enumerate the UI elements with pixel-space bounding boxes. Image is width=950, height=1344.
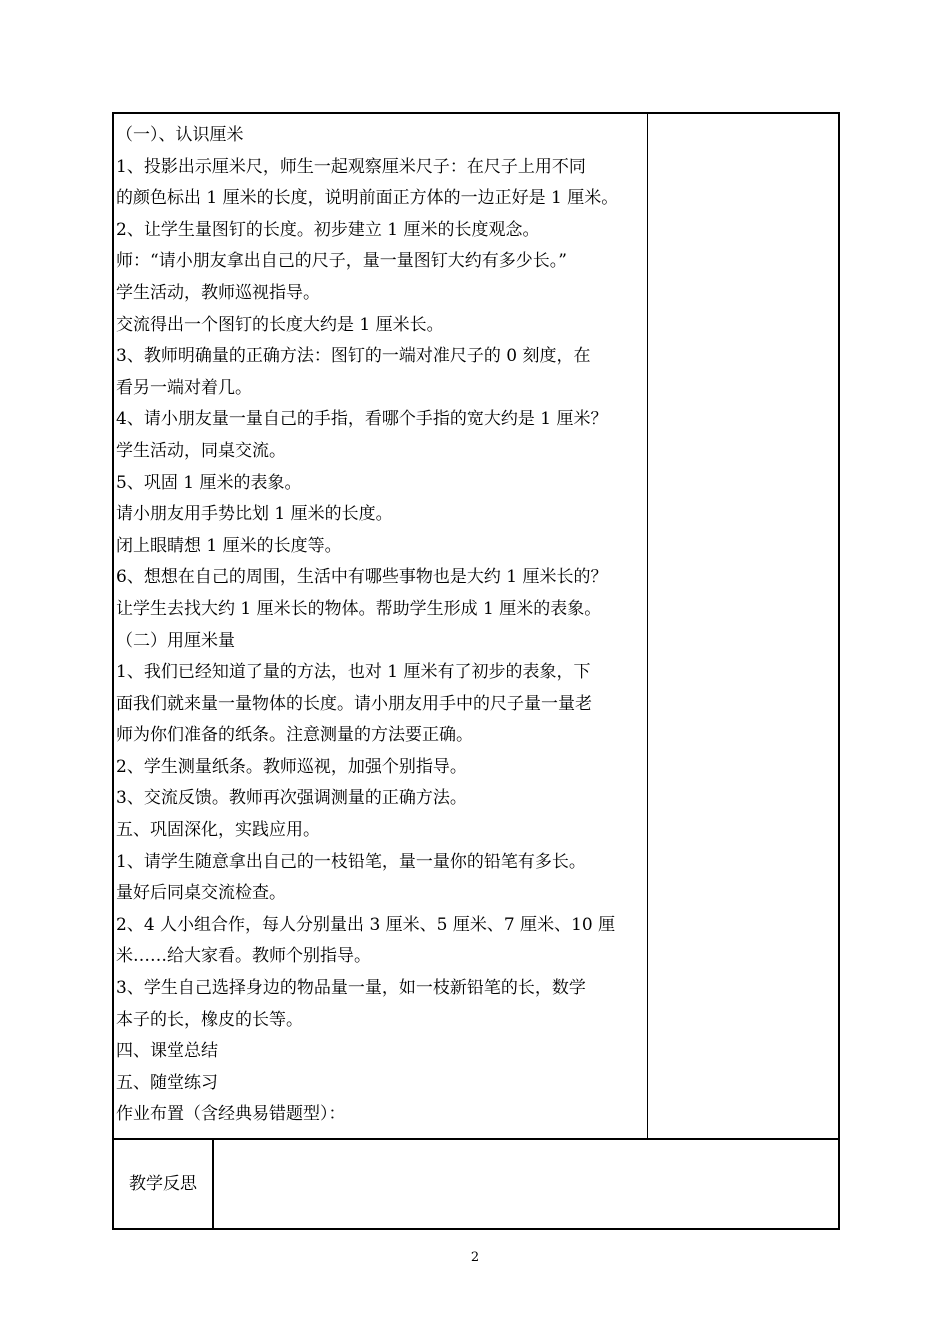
lesson-line: 看另一端对着几。 bbox=[116, 377, 252, 398]
lesson-line: 1、投影出示厘米尺，师生一起观察厘米尺子：在尺子上用不同 bbox=[116, 156, 586, 177]
notes-cell bbox=[648, 114, 838, 1139]
lesson-row bbox=[114, 114, 838, 1139]
lesson-line: 3、交流反馈。教师再次强调测量的正确方法。 bbox=[116, 788, 467, 809]
reflection-row bbox=[114, 1140, 838, 1228]
lesson-line: 1、我们已经知道了量的方法，也对 1 厘米有了初步的表象，下 bbox=[116, 662, 591, 683]
lesson-line: 学生活动，教师巡视指导。 bbox=[116, 282, 320, 303]
lesson-line: 2、学生测量纸条。教师巡视，加强个别指导。 bbox=[116, 756, 467, 777]
lesson-line: 四、课堂总结 bbox=[116, 1041, 218, 1062]
lesson-content-cell bbox=[114, 114, 648, 1139]
page-number: 2 bbox=[470, 1250, 480, 1265]
lesson-line: （一）、认识厘米 bbox=[116, 125, 244, 145]
lesson-lines bbox=[116, 120, 647, 1131]
lesson-line: 交流得出一个图钉的长度大约是 1 厘米长。 bbox=[116, 314, 444, 335]
lesson-line: 面我们就来量一量物体的长度。请小朋友用手中的尺子量一量老 bbox=[116, 693, 592, 714]
lesson-line: （二）用厘米量 bbox=[116, 630, 235, 651]
lesson-line: 3、学生自己选择身边的物品量一量，如一枝新铅笔的长，数学 bbox=[116, 978, 586, 999]
lesson-line: 2、4 人小组合作，每人分别量出 3 厘米、5 厘米、7 厘米、10 厘 bbox=[116, 914, 616, 935]
lesson-line: 让学生去找大约 1 厘米长的物体。帮助学生形成 1 厘米的表象。 bbox=[116, 598, 602, 619]
lesson-line: 1、请学生随意拿出自己的一枝铅笔，量一量你的铅笔有多长。 bbox=[116, 851, 586, 872]
lesson-line: 五、随堂练习 bbox=[116, 1072, 218, 1093]
lesson-line: 师为你们准备的纸条。注意测量的方法要正确。 bbox=[116, 725, 473, 746]
lesson-line: 的颜色标出 1 厘米的长度，说明前面正方体的一边正好是 1 厘米。 bbox=[116, 188, 619, 209]
lesson-line: 师：“请小朋友拿出自己的尺子，量一量图钉大约有多少长。” bbox=[116, 251, 567, 272]
lesson-line: 5、巩固 1 厘米的表象。 bbox=[116, 472, 302, 493]
lesson-line: 本子的长，橡皮的长等。 bbox=[116, 1009, 303, 1030]
lesson-line: 4、请小朋友量一量自己的手指，看哪个手指的宽大约是 1 厘米？ bbox=[116, 409, 608, 430]
lesson-plan-table bbox=[112, 112, 840, 1230]
lesson-line: 作业布置（含经典易错题型）： bbox=[116, 1104, 346, 1125]
lesson-line: 量好后同桌交流检查。 bbox=[116, 883, 286, 904]
lesson-line: 2、让学生量图钉的长度。初步建立 1 厘米的长度观念。 bbox=[116, 219, 540, 240]
lesson-line: 学生活动，同桌交流。 bbox=[116, 440, 286, 461]
lesson-line: 3、教师明确量的正确方法：图钉的一端对准尺子的 0 刻度，在 bbox=[116, 346, 591, 367]
lesson-line: 请小朋友用手势比划 1 厘米的长度。 bbox=[116, 504, 393, 525]
lesson-line: 五、巩固深化，实践应用。 bbox=[116, 820, 320, 841]
reflection-content-cell bbox=[214, 1140, 838, 1228]
lesson-line: 米……给大家看。教师个别指导。 bbox=[116, 946, 371, 967]
lesson-line: 闭上眼睛想 1 厘米的长度等。 bbox=[116, 535, 342, 556]
lesson-line: 6、想想在自己的周围，生活中有哪些事物也是大约 1 厘米长的？ bbox=[116, 567, 608, 588]
reflection-label: 教学反思 bbox=[114, 1140, 214, 1228]
